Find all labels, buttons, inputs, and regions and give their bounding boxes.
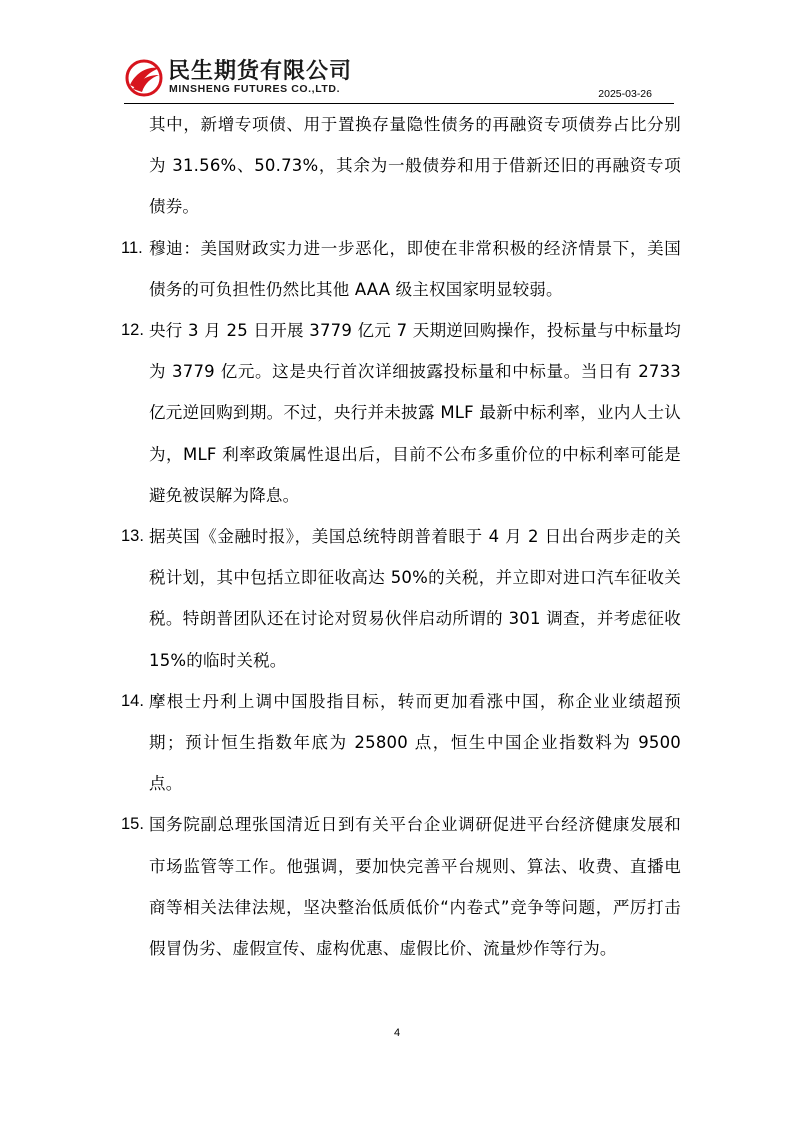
news-list	[121, 104, 681, 969]
list-item	[121, 681, 681, 805]
item-text: 摩根士丹利上调中国股指目标，转而更加看涨中国，称企业业绩超预期；预计恒生指数年底为 25800 点，恒生中国企业指数料为 9500 点。	[149, 691, 681, 794]
item-text: 穆迪：美国财政实力进一步恶化，即使在非常积极的经济情景下，美国债务的可负担性仍然比其他 AAA 级主权国家明显较弱。	[149, 238, 681, 299]
page-number: 4	[393, 1027, 401, 1039]
item-number: 14.	[121, 691, 144, 710]
list-item	[121, 516, 681, 681]
item-text: 据英国《金融时报》，美国总统特朗普着眼于 4 月 2 日出台两步走的关税计划，其中包括立即征收高达 50%的关税，并立即对进口汽车征收关税。特朗普团队还在讨论对贸易伙伴启动所谓的 301 调查，并考虑征收 15%的临时关税。	[149, 527, 681, 670]
company-name-cn: 民生期货有限公司	[168, 59, 353, 84]
report-date: 2025-03-26	[598, 88, 652, 100]
company-logo	[124, 54, 364, 100]
minsheng-logo-icon	[124, 58, 164, 98]
page-header	[0, 0, 794, 104]
item-text: 其中，新增专项债、用于置换存量隐性债务的再融资专项债券占比分别为 31.56%、50.73%，其余为一般债券和用于借新还旧的再融资专项债券。	[149, 115, 681, 217]
item-number: 11.	[121, 238, 143, 257]
company-name-en: MINSHENG FUTURES CO.,LTD.	[169, 83, 341, 95]
list-item	[121, 104, 681, 228]
item-number: 12.	[121, 321, 144, 340]
item-number	[121, 104, 149, 228]
item-text: 央行 3 月 25 日开展 3779 亿元 7 天期逆回购操作，投标量与中标量均为 3779 亿元。这是央行首次详细披露投标量和中标量。当日有 2733 亿元逆回购到期。不过，央行并未披露 MLF 最新中标利率，业内人士认为，MLF 利率政策属性退出后，目前不公布多重价位的中标利率可能是避免被误解为降息。	[149, 321, 681, 505]
list-item	[121, 310, 681, 516]
item-number: 13.	[121, 527, 144, 546]
list-item	[121, 804, 681, 969]
list-item	[121, 228, 681, 310]
item-number: 15.	[121, 815, 144, 834]
item-text: 国务院副总理张国清近日到有关平台企业调研促进平台经济健康发展和市场监管等工作。他强调，要加快完善平台规则、算法、收费、直播电商等相关法律法规，坚决整治低质低价“内卷式”竞争等问题，严厉打击假冒伪劣、虚假宣传、虚构优惠、虚假比价、流量炒作等行为。	[149, 815, 681, 959]
